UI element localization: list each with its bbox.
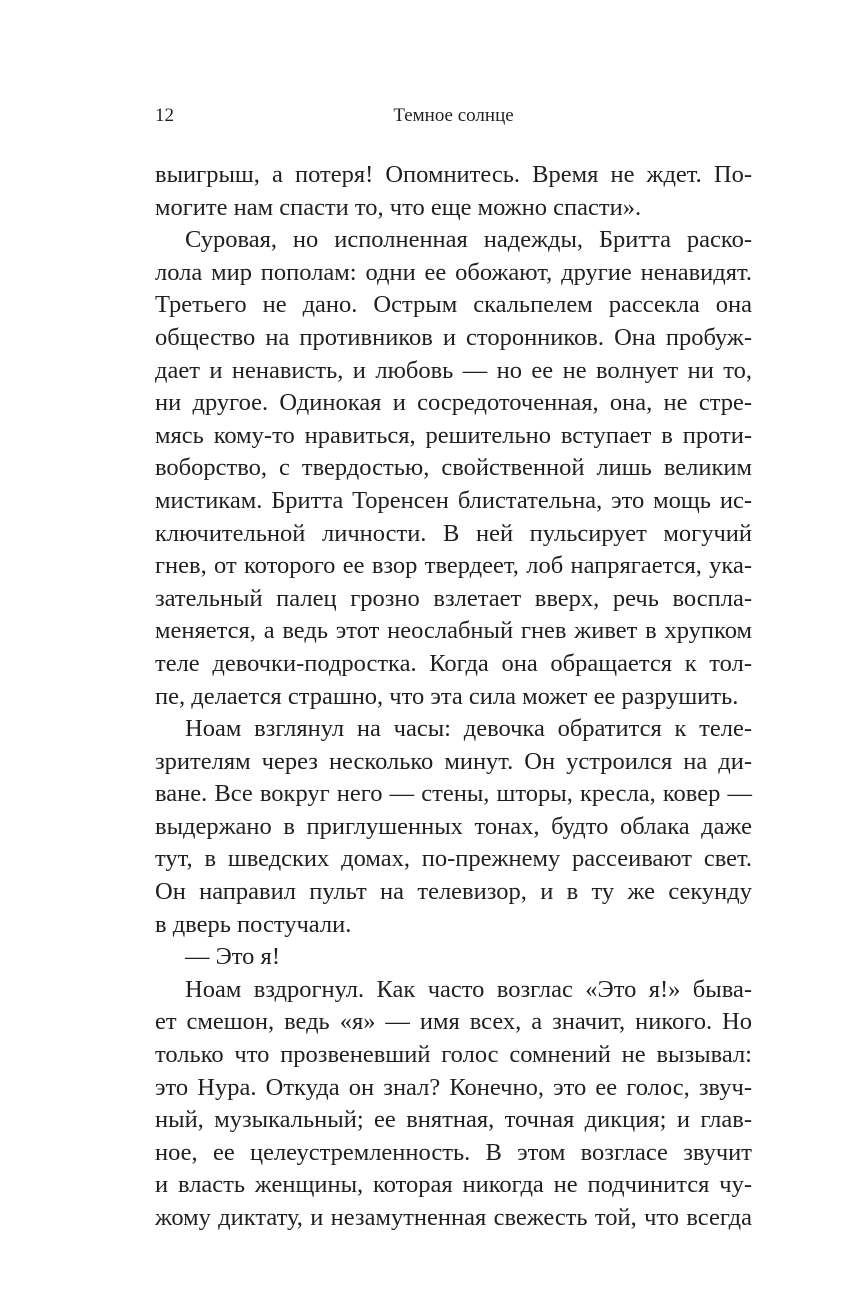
text-line: пе, делается страшно, что эта сила может ее разрушить.: [155, 682, 739, 710]
text-line: Ноам взглянул на часы: девочка обратится к теле-: [185, 715, 752, 743]
text-line: общество на противников и сторонников. Она пробуж-: [155, 323, 752, 351]
text-line: лола мир пополам: одни ее обожают, другие ненавидят.: [155, 258, 752, 286]
text-line: выдержано в приглушенных тонах, будто облака даже: [155, 812, 752, 840]
text-line: зательный палец грозно взлетает вверх, речь воспла-: [155, 584, 752, 612]
text-line: гнев, от которого ее взор твердеет, лоб напрягается, ука-: [155, 552, 752, 580]
text-line: меняется, а ведь этот неослабный гнев живет в хрупком: [155, 617, 752, 645]
page-number: 12: [155, 105, 174, 126]
text-line: только что прозвеневший голос сомнений не вызывал:: [155, 1041, 752, 1069]
text-line: могите нам спасти то, что еще можно спасти».: [155, 193, 642, 221]
text-line: мистикам. Бритта Торенсен блистательна, это мощь ис-: [155, 486, 752, 514]
text-line: ет смешон, ведь «я» — имя всех, а значит, никого. Но: [155, 1008, 752, 1036]
text-line: Суровая, но исполненная надежды, Бритта раско-: [185, 226, 752, 254]
text-line: мясь кому-то нравиться, решительно вступает в проти-: [155, 421, 752, 449]
text-line: Третьего не дано. Острым скальпелем рассекла она: [155, 291, 752, 319]
text-line: тут, в шведских домах, по-прежнему рассеивают свет.: [155, 845, 752, 873]
text-line: — Это я!: [185, 943, 280, 971]
text-line: и власть женщины, которая никогда не подчинится чу-: [155, 1171, 752, 1199]
text-line: ный, музыкальный; ее внятная, точная дикция; и глав-: [155, 1106, 752, 1134]
text-line: жому диктату, и незамутненная свежесть той, что всегда: [155, 1204, 752, 1231]
body-text: [155, 159, 752, 1235]
text-line: воборство, с твердостью, свойственной лишь великим: [155, 454, 752, 482]
text-line: выигрыш, а потеря! Опомнитесь. Время не ждет. По-: [155, 161, 752, 188]
text-line: дает и ненависть, и любовь — но ее не волнует ни то,: [155, 356, 752, 384]
running-head: [155, 103, 752, 129]
text-line: зрителям через несколько минут. Он устроился на ди-: [155, 747, 752, 775]
text-line: в дверь постучали.: [155, 910, 352, 938]
text-line: Он направил пульт на телевизор, и в ту же секунду: [155, 878, 752, 906]
text-line: Ноам вздрогнул. Как часто возглас «Это я!» быва-: [185, 975, 752, 1003]
text-line: ное, ее целеустремленность. В этом возгласе звучит: [155, 1138, 752, 1166]
text-line: это Нура. Откуда он знал? Конечно, это ее голос, звуч-: [155, 1073, 752, 1101]
text-line: ни другое. Одинокая и сосредоточенная, она, не стре-: [155, 389, 752, 417]
text-line: ване. Все вокруг него — стены, шторы, кресла, ковер —: [155, 780, 752, 808]
text-line: ключительной личности. В ней пульсирует могучий: [155, 519, 752, 547]
text-line: теле девочки-подростка. Когда она обращается к тол-: [155, 649, 752, 677]
book-title: Темное солнце: [393, 105, 514, 126]
